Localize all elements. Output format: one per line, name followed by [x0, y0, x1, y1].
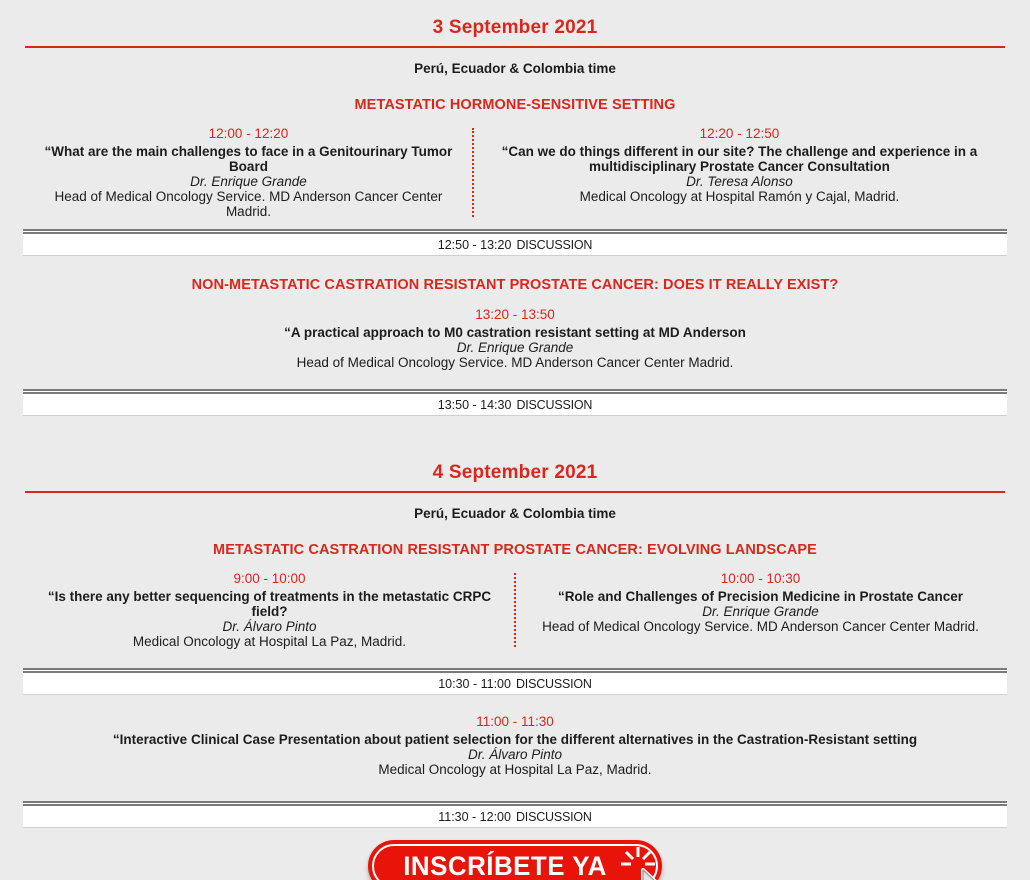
cta-area — [0, 840, 1030, 880]
section-heading-hormone-sensitive: METASTATIC HORMONE-SENSITIVE SETTING — [354, 97, 676, 113]
session-affiliation: Medical Oncology at Hospital La Paz, Madrid. — [132, 634, 407, 649]
session-time: 11:00 - 11:30 — [476, 714, 554, 729]
session-card — [25, 126, 472, 219]
register-button[interactable] — [368, 840, 662, 880]
discussion-time: 11:30 - 12:00 — [438, 809, 511, 824]
session-speaker: Dr. Álvaro Pinto — [222, 619, 317, 634]
session-speaker: Dr. Enrique Grande — [190, 174, 307, 189]
discussion-time: 13:50 - 14:30 — [437, 397, 512, 412]
red-divider-line — [25, 46, 1005, 48]
timezone-label: Perú, Ecuador & Colombia time — [414, 61, 616, 76]
session-affiliation: Head of Medical Oncology Service. MD Anderson Cancer Center Madrid. — [296, 355, 734, 370]
session-affiliation: Medical Oncology at Hospital Ramón y Cajal, Madrid. — [579, 189, 900, 204]
session-speaker: Dr. Teresa Alonso — [686, 174, 793, 189]
session-time: 12:00 - 12:20 — [208, 126, 289, 141]
session-row — [25, 126, 1005, 219]
discussion-label: DISCUSSION — [515, 676, 592, 691]
session-title: “Role and Challenges of Precision Medicine in Prostate Cancer — [557, 589, 964, 604]
session-card — [60, 714, 970, 777]
day-title: 3 September 2021 — [432, 17, 598, 38]
register-button-label: INSCRÍBETE YA — [403, 850, 607, 880]
discussion-label: DISCUSSION — [516, 237, 593, 252]
session-card — [516, 571, 1005, 649]
day-section-3-september — [0, 17, 1030, 416]
session-card — [474, 126, 1005, 219]
session-title: “A practical approach to M0 castration resistant setting at MD Anderson — [284, 325, 746, 340]
day-section-4-september — [0, 462, 1030, 828]
discussion-time: 12:50 - 13:20 — [437, 237, 512, 252]
session-card — [60, 307, 970, 370]
day-title: 4 September 2021 — [432, 462, 598, 483]
discussion-time: 10:30 - 11:00 — [438, 676, 511, 691]
section-heading-non-metastatic: NON-METASTATIC CASTRATION RESISTANT PROSTATE CANCER: DOES IT REALLY EXIST? — [191, 277, 839, 293]
session-title: “Is there any better sequencing of treatments in the metastatic CRPC field? — [47, 589, 492, 619]
session-affiliation: Head of Medical Oncology Service. MD Anderson Cancer Center Madrid. — [542, 619, 979, 634]
discussion-bar — [23, 389, 1007, 416]
session-affiliation: Medical Oncology at Hospital La Paz, Madrid. — [378, 762, 652, 777]
session-speaker: Dr. Enrique Grande — [702, 604, 819, 619]
session-title: “Interactive Clinical Case Presentation about patient selection for the different alternatives in the Castration-Resistant setting — [112, 732, 918, 747]
discussion-bar — [23, 801, 1007, 828]
session-time: 13:20 - 13:50 — [475, 307, 555, 322]
session-title: “What are the main challenges to face in a Genitourinary Tumor Board — [44, 144, 453, 174]
session-time: 10:00 - 10:30 — [720, 571, 801, 586]
session-speaker: Dr. Enrique Grande — [456, 340, 574, 355]
session-affiliation: Head of Medical Oncology Service. MD Anderson Cancer Center Madrid. — [54, 189, 443, 219]
red-divider-line — [25, 491, 1005, 493]
session-time: 12:20 - 12:50 — [699, 126, 780, 141]
session-card — [25, 571, 514, 649]
discussion-bar — [23, 668, 1007, 695]
discussion-label: DISCUSSION — [515, 809, 592, 824]
session-time: 9:00 - 10:00 — [233, 571, 306, 586]
click-cursor-icon — [614, 844, 678, 880]
session-title: “Can we do things different in our site? The challenge and experience in a multidisciplinary Prostate Cancer Consultation — [501, 144, 978, 174]
discussion-bar — [23, 229, 1007, 256]
session-speaker: Dr. Álvaro Pinto — [467, 747, 563, 762]
session-row — [25, 571, 1005, 649]
section-heading-castration-resistant: METASTATIC CASTRATION RESISTANT PROSTATE CANCER: EVOLVING LANDSCAPE — [213, 542, 817, 558]
discussion-label: DISCUSSION — [516, 397, 593, 412]
timezone-label: Perú, Ecuador & Colombia time — [414, 506, 616, 521]
